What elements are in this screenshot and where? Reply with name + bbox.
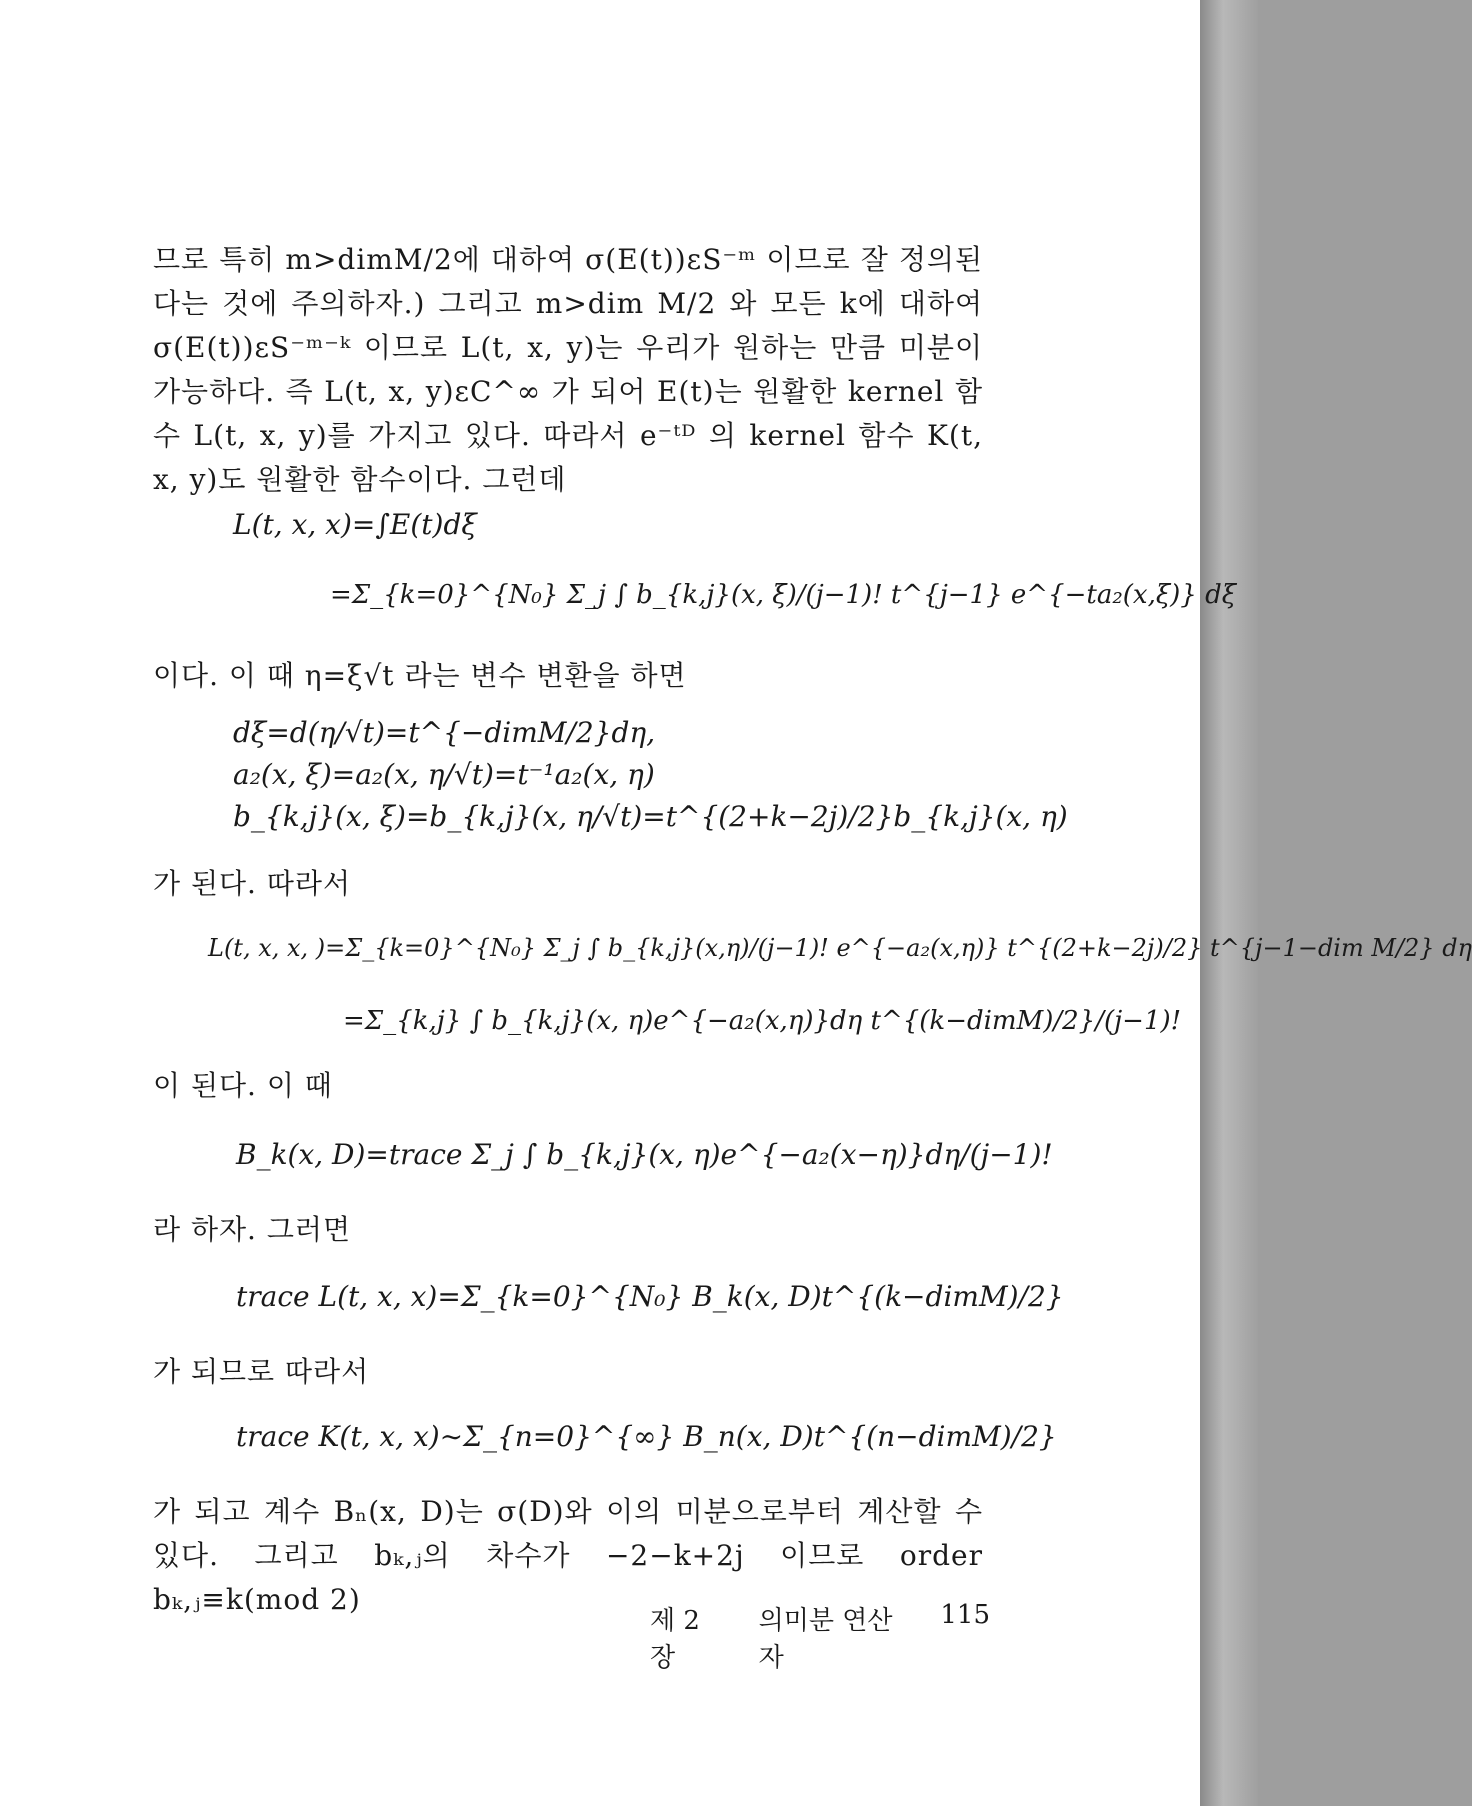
equation-2c: b_{k,j}(x, ξ)=b_{k,j}(x, η/√t)=t^{(2+k−2j)/2}b_{k,j}(x, η) <box>233 800 1068 833</box>
paragraph-4 <box>153 1064 983 1108</box>
paragraph-2-text: 이다. 이 때 η=ξ√t 라는 변수 변환을 하면 <box>153 659 687 692</box>
equation-1a: L(t, x, x)=∫E(t)dξ <box>233 508 477 541</box>
paragraph-6 <box>153 1350 983 1394</box>
equation-5: trace L(t, x, x)=Σ_{k=0}^{N₀} B_k(x, D)t^{(k−dimM)/2} <box>236 1280 1064 1313</box>
equation-2b: a₂(x, ξ)=a₂(x, η/√t)=t⁻¹a₂(x, η) <box>233 758 655 791</box>
paragraph-5 <box>153 1208 983 1252</box>
paragraph-5-text: 라 하자. 그러면 <box>153 1213 351 1246</box>
paragraph-1 <box>153 238 983 502</box>
paragraph-3-text: 가 된다. 따라서 <box>153 867 351 900</box>
equation-3b: =Σ_{k,j} ∫ b_{k,j}(x, η)e^{−a₂(x,η)}dη t^{(k−dimM)/2}/(j−1)! <box>343 1006 1182 1036</box>
paragraph-7-text: 가 되고 계수 Bₙ(x, D)는 σ(D)와 이의 미분으로부터 계산할 수 있다. 그리고 bₖ,ⱼ의 차수가 −2−k+2j 이므로 order bₖ,ⱼ≡k(mod 2) <box>153 1495 983 1616</box>
paragraph-3 <box>153 862 983 906</box>
equation-1b: =Σ_{k=0}^{N₀} Σ_j ∫ b_{k,j}(x, ξ)/(j−1)! t^{j−1} e^{−ta₂(x,ξ)} dξ <box>330 580 1237 610</box>
equation-4: B_k(x, D)=trace Σ_j ∫ b_{k,j}(x, η)e^{−a₂(x−η)}dη/(j−1)! <box>236 1138 1053 1171</box>
page-footer <box>650 1600 990 1674</box>
page-edge <box>1200 0 1258 1806</box>
paragraph-1-text: 므로 특히 m>dimM/2에 대하여 σ(E(t))εS⁻ᵐ 이므로 잘 정의된다는 것에 주의하자.) 그리고 m>dim M/2 와 모든 k에 대하여 σ(E(t))εS⁻ᵐ⁻ᵏ 이므로 L(t, x, y)는 우리가 원하는 만큼 미분이 가능하다. 즉 L(t, x, y)εC^∞ 가 되어 E(t)는 원활한 kernel 함수 L(t, x, y)를 가지고 있다. 따라서 e⁻ᵗᴰ 의 kernel 함수 K(t, x, y)도 원활한 함수이다. 그런데 <box>153 243 983 496</box>
equation-2a: dξ=d(η/√t)=t^{−dimM/2}dη, <box>233 716 656 749</box>
equation-6: trace K(t, x, x)∼Σ_{n=0}^{∞} B_n(x, D)t^{(n−dimM)/2} <box>236 1420 1057 1453</box>
paragraph-6-text: 가 되므로 따라서 <box>153 1355 370 1388</box>
footer-chapter-title: 의미분 연산자 <box>758 1606 893 1673</box>
footer-chapter: 제 2 장 <box>650 1606 700 1673</box>
equation-3a: L(t, x, x, )=Σ_{k=0}^{N₀} Σ_j ∫ b_{k,j}(x,η)/(j−1)! e^{−a₂(x,η)} t^{(2+k−2j)/2} t^{j−1−dim M/2} dη <box>208 934 1472 962</box>
footer-page-number: 115 <box>940 1600 990 1630</box>
paragraph-4-text: 이 된다. 이 때 <box>153 1069 333 1102</box>
paragraph-2 <box>153 654 983 698</box>
